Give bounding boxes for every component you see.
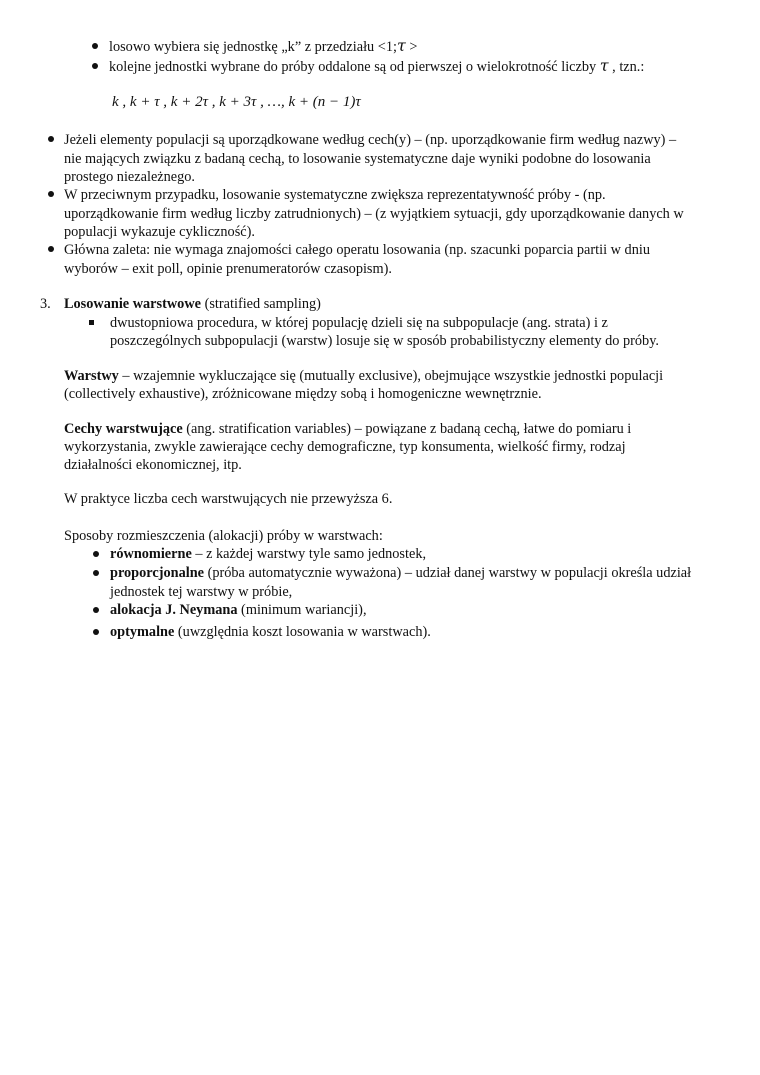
warstwy-def-line-2: (collectively exhaustive), zróżnicowane między sobą i homogeniczne wewnętrznie.	[64, 386, 542, 402]
cechy-def-line-1: Cechy warstwujące (ang. stratification variables) – powiązane z badaną cechą, łatwe do pomiaru i	[64, 421, 632, 437]
bullet-icon	[92, 63, 98, 69]
sub-item-line-2: poszczególnych subpopulacji (warstw) losuje się w sposób probabilistyczny elementy do próby.	[110, 333, 659, 349]
bullet-icon	[92, 43, 98, 49]
top-bullet-2: kolejne jednostki wybrane do próby oddalone są od pierwszej o wielokrotność liczby τ , tzn.:	[109, 56, 645, 75]
allocation-item-3: alokacja J. Neymana (minimum wariancji),	[110, 602, 367, 618]
main-bullet-1-line-1: Jeżeli elementy populacji są uporządkowane według cech(y) – (np. uporządkowanie firm według nazwy) –	[64, 132, 677, 148]
bullet-icon	[93, 570, 99, 576]
main-bullet-1-line-3: prostego niezależnego.	[64, 169, 195, 185]
bullet-icon	[48, 246, 54, 252]
main-bullet-2-line-3: populacji wykazuje cykliczność).	[64, 224, 255, 240]
allocation-item-2-cont: jednostek tej warstwy w próbie,	[110, 584, 293, 600]
allocation-intro: Sposoby rozmieszczenia (alokacji) próby w warstwach:	[64, 528, 383, 544]
main-bullet-2-line-1: W przeciwnym przypadku, losowanie systematyczne zwiększa reprezentatywność próby - (np.	[64, 187, 606, 203]
practice-note: W praktyce liczba cech warstwujących nie przewyższa 6.	[64, 491, 393, 507]
section-heading: Losowanie warstwowe (stratified sampling)	[64, 296, 321, 312]
main-bullet-3-line-2: wyborów – exit poll, opinie prenumeratorów czasopism).	[64, 261, 392, 277]
square-bullet-icon	[89, 320, 94, 325]
allocation-item-2: proporcjonalne (próba automatycznie wyważona) – udział danej warstwy w populacji określa udział	[110, 565, 692, 581]
cechy-def-line-2: wykorzystania, zwykle zawierające cechy demograficzne, typ konsumenta, wielkość firmy, rodzaj	[64, 439, 626, 455]
bullet-icon	[48, 136, 54, 142]
allocation-item-1: równomierne – z każdej warstwy tyle samo jednostek,	[110, 546, 427, 562]
sub-item-line-1: dwustopniowa procedura, w której populację dzieli się na subpopulacje (ang. strata) i z	[110, 315, 608, 331]
warstwy-def-line-1: Warstwy – wzajemnie wykluczające się (mutually exclusive), obejmujące wszystkie jednostki populacji	[64, 368, 664, 384]
bullet-icon	[93, 607, 99, 613]
main-bullet-3-line-1: Główna zaleta: nie wymaga znajomości całego operatu losowania (np. szacunki poparcia partii w dniu	[64, 242, 650, 258]
bullet-icon	[93, 629, 99, 635]
main-bullet-1-line-2: nie mających związku z badaną cechą, to losowanie systematyczne daje wyniki podobne do losowania	[64, 151, 651, 167]
bullet-icon	[48, 191, 54, 197]
main-bullet-2-line-2: uporządkowanie firm według liczby zatrudnionych) – (z wyjątkiem sytuacji, gdy uporządkowanie danych w	[64, 206, 684, 222]
bullet-icon	[93, 551, 99, 557]
cechy-def-line-3: działalności ekonomicznej, itp.	[64, 457, 242, 473]
section-number: 3.	[40, 296, 51, 312]
top-bullet-1: losowo wybiera się jednostkę „k” z przedziału <1;τ >	[109, 36, 418, 55]
allocation-item-4: optymalne (uwzględnia koszt losowania w warstwach).	[110, 624, 431, 640]
sequence-formula: k , k + τ , k + 2τ , k + 3τ , …, k + (n − 1)τ	[112, 94, 361, 110]
